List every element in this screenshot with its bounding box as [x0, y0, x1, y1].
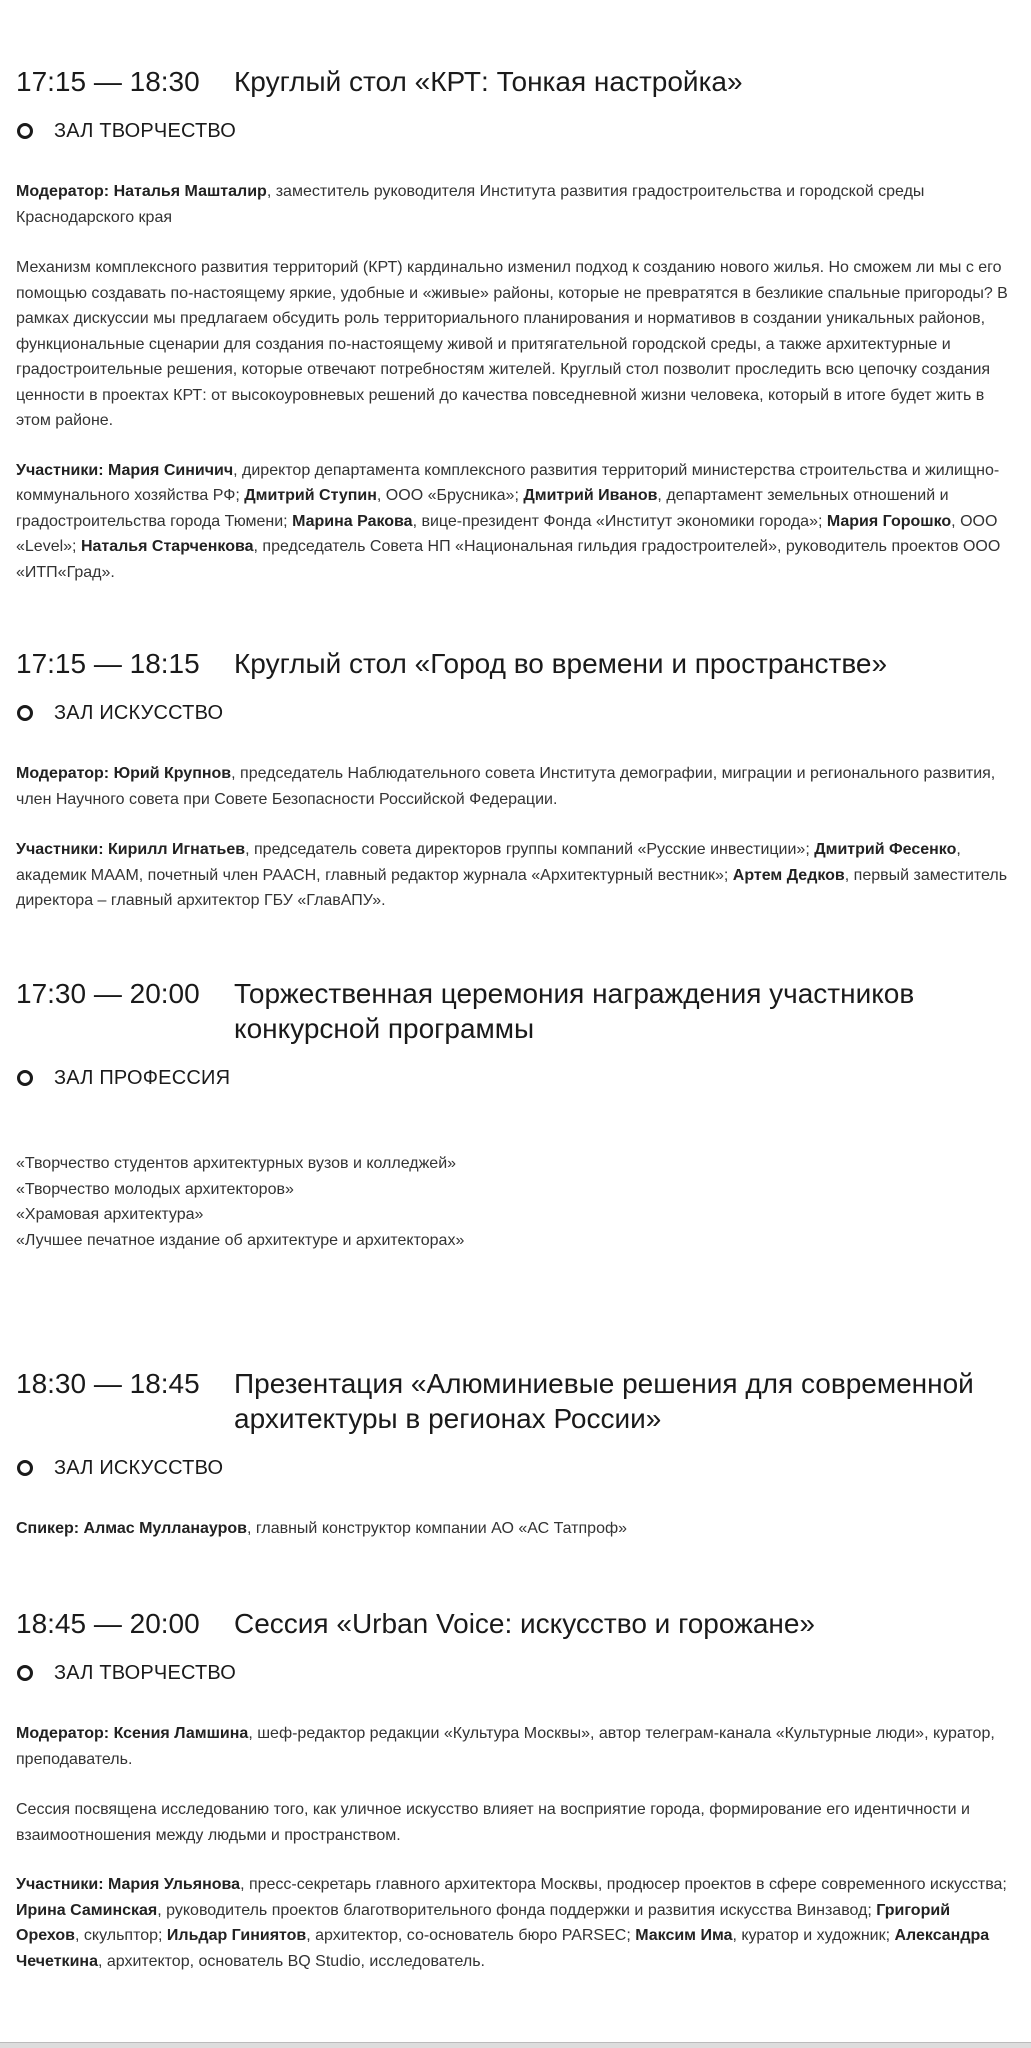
event-title: Круглый стол «КРТ: Тонкая настройка» [234, 66, 743, 97]
moderator-info [16, 179, 1016, 230]
moderator-label: Модератор: [16, 765, 110, 782]
participant-name: Ильдар Гиниятов [166, 1927, 307, 1944]
event-description: Сессия посвящена исследованию того, как уличное искусство влияет на восприятие города, формирование его идентичности и взаимоотношения между людьми и пространством. [16, 1801, 970, 1844]
participant-name: Кирилл Игнатьев [108, 841, 246, 858]
participant-name: Дмитрий Фесенко [814, 841, 957, 858]
participant-name: Александра Чечеткина [16, 1927, 990, 1970]
participants-label: Участники: [16, 461, 104, 479]
nomination-list [16, 1151, 1016, 1253]
event-hall [16, 1454, 1016, 1482]
participant-description: , департамент земельных отношений и градостроительства города Тюмени; [16, 487, 949, 530]
event-time: 18:30 — 18:45 [16, 1368, 200, 1399]
participant-description: , ООО «Брусника»; [376, 487, 524, 504]
participant-name: Наталья Старченкова [80, 538, 254, 555]
participant-description: , скульптор; [75, 1927, 167, 1944]
participant-description: , директор департамента комплексного развития территорий министерства строительства и жилищно-коммунального хозяйства РФ; [16, 461, 1000, 504]
speaker-label: Спикер: [16, 1520, 80, 1537]
speaker-description: , главный конструктор компании АО «АС Татпроф» [246, 1520, 628, 1537]
participant-description: , руководитель проектов благотворительного фонда поддержки и развития искусства Винзавод; [157, 1901, 877, 1919]
list-item: «Лучшее печатное издание об архитектуре и архитекторах» [16, 1231, 465, 1249]
participant-description: , вице-президент Фонда «Институт экономики города»; [412, 512, 827, 530]
event-heading [16, 1606, 1016, 1641]
event-time: 18:45 — 20:00 [16, 1608, 200, 1639]
event-heading [16, 1366, 1016, 1436]
moderator-name: Юрий Крупнов [113, 765, 232, 782]
moderator-description: , заместитель руководителя Института развития градостроительства и городской среды Краснодарского края [16, 183, 925, 226]
location-dot-icon [17, 123, 33, 139]
speaker-name: Алмас Мулланауров [83, 1520, 247, 1537]
participants-info [16, 458, 1016, 586]
location-dot-icon [17, 1460, 33, 1476]
participants-info [16, 1872, 1016, 1974]
event-time: 17:30 — 20:00 [16, 978, 200, 1009]
event-krt-roundtable [16, 64, 1016, 585]
moderator-info [16, 761, 1016, 812]
speaker-info [16, 1516, 1016, 1542]
event-heading [16, 976, 1016, 1046]
moderator-name: Ксения Ламшина [113, 1725, 249, 1742]
event-urban-voice-session [16, 1606, 1016, 1974]
hall-name: ЗАЛ ПРОФЕССИЯ [54, 1066, 231, 1089]
event-title: Сессия «Urban Voice: искусство и горожане» [234, 1608, 815, 1639]
event-title: Круглый стол «Город во времени и пространстве» [234, 648, 888, 679]
participant-description: , председатель Совета НП «Национальная гильдия градостроителей», руководитель проектов ООО «ИТП«Град». [16, 538, 1001, 581]
event-hall [16, 699, 1016, 727]
participant-name: Максим Има [635, 1927, 733, 1944]
event-hall [16, 1064, 1016, 1092]
participant-name: Мария Горошко [826, 512, 952, 530]
participants-info [16, 837, 1016, 914]
moderator-info [16, 1721, 1016, 1772]
location-dot-icon [17, 705, 33, 721]
moderator-label: Модератор: [16, 183, 110, 200]
list-item: «Творчество молодых архитекторов» [16, 1180, 294, 1198]
event-city-roundtable [16, 646, 1016, 914]
moderator-description: , председатель Наблюдательного совета Института демографии, миграции и регионального развития, член Научного совета при Совете Безопасности Российской Федерации. [16, 765, 996, 808]
event-heading [16, 64, 1016, 99]
participant-description: , первый заместитель директора – главный архитектор ГБУ «ГлавАПУ». [16, 866, 1008, 909]
participant-name: Мария Ульянова [108, 1876, 241, 1893]
participant-description: , архитектор, основатель BQ Studio, исследователь. [97, 1952, 485, 1970]
window-bottom-edge [0, 2042, 1031, 2048]
hall-name: ЗАЛ ТВОРЧЕСТВО [54, 1661, 237, 1684]
moderator-description: , шеф-редактор редакции «Культура Москвы», автор телеграм-канала «Культурные люди», куратор, преподаватель. [16, 1725, 995, 1768]
participant-description: , пресс-секретарь главного архитектора Москвы, продюсер проектов в сфере современного искусства; [240, 1876, 1007, 1893]
list-item: «Творчество студентов архитектурных вузов и колледжей» [16, 1155, 457, 1172]
event-time: 17:15 — 18:30 [16, 66, 200, 97]
location-dot-icon [17, 1070, 33, 1086]
participant-description: , академик МААМ, почетный член РААСН, главный редактор журнала «Архитектурный вестник»; [16, 841, 961, 884]
participant-name: Дмитрий Ступин [244, 487, 377, 504]
participant-description: , председатель совета директоров группы компаний «Русские инвестиции»; [245, 841, 815, 858]
list-item: «Храмовая архитектура» [16, 1206, 204, 1223]
event-time: 17:15 — 18:15 [16, 648, 200, 679]
participant-name: Григорий Орехов [16, 1901, 951, 1944]
participant-description: , куратор и художник; [732, 1927, 895, 1944]
event-title: Торжественная церемония награждения участников конкурсной программы [234, 978, 915, 1044]
participants-label: Участники: [16, 841, 104, 858]
participant-description: , архитектор, со-основатель бюро PARSEC; [306, 1927, 636, 1944]
moderator-label: Модератор: [16, 1725, 110, 1742]
event-description: Механизм комплексного развития территорий (КРТ) кардинально изменил подход к созданию нового жилья. Но сможем ли мы с его помощью создавать по-настоящему яркие, удобные и «живые» районы, которые не превратятся в безликие спальные пригороды? В рамках дискуссии мы предлагаем обсудить роль территориального планирования и нормативов в создании уникальных районов, функциональные сценарии для создания по-настоящему живой и притягательной городской среды, а также архитектурные и градостроительные решения, которые отвечают потребностям жителей. Круглый стол позволит проследить всю цепочку создания ценности в проектах КРТ: от высокоуровневых решений до качества повседневной жизни человека, который в итоге будет жить в этом районе. [16, 259, 1008, 429]
participant-name: Мария Синичич [108, 461, 234, 479]
event-award-ceremony [16, 976, 1016, 1253]
participants-label: Участники: [16, 1876, 104, 1893]
participant-name: Марина Ракова [292, 512, 413, 530]
location-dot-icon [17, 1665, 33, 1681]
participant-name: Артем Дедков [732, 866, 845, 884]
event-title: Презентация «Алюминиевые решения для современной архитектуры в регионах России» [234, 1368, 974, 1434]
event-hall [16, 117, 1016, 145]
hall-name: ЗАЛ ИСКУССТВО [54, 1456, 224, 1479]
participant-name: Ирина Саминская [16, 1901, 158, 1919]
event-hall [16, 1659, 1016, 1687]
event-aluminium-presentation [16, 1366, 1016, 1542]
hall-name: ЗАЛ ТВОРЧЕСТВО [54, 119, 237, 142]
participant-description: , ООО «Level»; [16, 512, 998, 555]
participant-name: Дмитрий Иванов [523, 487, 658, 504]
moderator-name: Наталья Машталир [113, 183, 267, 200]
event-heading [16, 646, 1016, 681]
hall-name: ЗАЛ ИСКУССТВО [54, 701, 224, 724]
